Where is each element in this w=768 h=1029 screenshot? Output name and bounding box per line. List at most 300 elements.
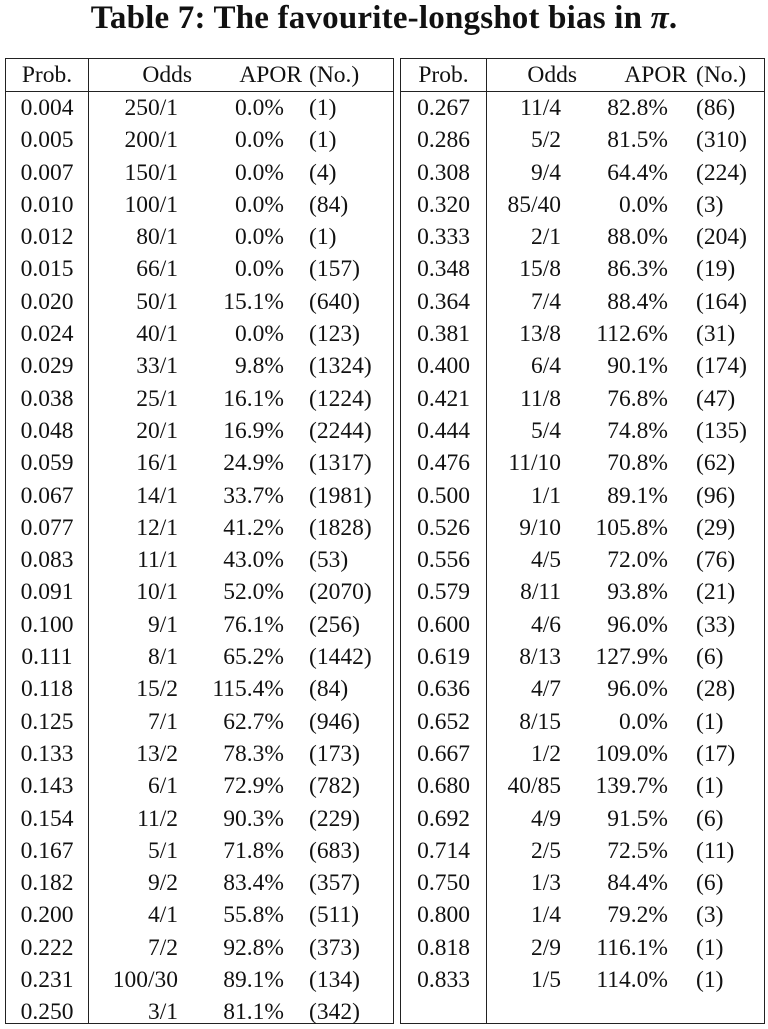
cell-prob: 0.818 bbox=[417, 934, 470, 961]
cell-no: (33) bbox=[696, 611, 736, 638]
cell-odds: 11/10 bbox=[508, 450, 561, 477]
cell-apor: 0.0% bbox=[235, 321, 284, 348]
table-row bbox=[6, 576, 393, 608]
title-end: . bbox=[668, 0, 678, 36]
cell-apor: 109.0% bbox=[595, 740, 668, 767]
cell-odds: 150/1 bbox=[124, 159, 178, 186]
cell-apor: 91.5% bbox=[607, 805, 668, 832]
cell-apor: 86.3% bbox=[607, 256, 668, 283]
cell-apor: 88.4% bbox=[607, 288, 668, 315]
cell-apor: 139.7% bbox=[595, 773, 668, 800]
cell-odds: 13/8 bbox=[519, 321, 561, 348]
cell-prob: 0.200 bbox=[20, 902, 74, 929]
cell-apor: 116.1% bbox=[596, 934, 668, 961]
cell-odds: 9/2 bbox=[147, 870, 178, 897]
cell-apor: 96.0% bbox=[607, 611, 668, 638]
cell-odds: 8/13 bbox=[519, 644, 561, 671]
cell-odds: 7/1 bbox=[147, 708, 178, 735]
cell-no: (511) bbox=[309, 902, 360, 929]
cell-no: (2070) bbox=[309, 579, 372, 606]
cell-odds: 7/2 bbox=[147, 934, 178, 961]
cell-odds: 80/1 bbox=[136, 224, 178, 251]
cell-odds: 6/1 bbox=[147, 773, 178, 800]
cell-prob: 0.222 bbox=[20, 934, 74, 961]
cell-apor: 65.2% bbox=[223, 644, 284, 671]
cell-odds: 15/2 bbox=[136, 676, 178, 703]
cell-no: (357) bbox=[309, 870, 360, 897]
cell-apor: 24.9% bbox=[223, 450, 284, 477]
cell-odds: 40/1 bbox=[136, 321, 178, 348]
cell-prob: 0.059 bbox=[20, 450, 74, 477]
cell-apor: 41.2% bbox=[223, 514, 284, 541]
table-row bbox=[401, 673, 764, 705]
table-row bbox=[6, 673, 393, 705]
cell-prob: 0.118 bbox=[20, 676, 73, 703]
cell-apor: 62.7% bbox=[223, 708, 284, 735]
cell-apor: 90.1% bbox=[607, 353, 668, 380]
table-row bbox=[401, 964, 764, 996]
cell-apor: 81.5% bbox=[607, 127, 668, 154]
cell-odds: 4/9 bbox=[530, 805, 561, 832]
cell-prob: 0.012 bbox=[20, 224, 74, 251]
table-row bbox=[401, 899, 764, 931]
header-odds: Odds bbox=[142, 62, 192, 88]
cell-apor: 72.9% bbox=[223, 773, 284, 800]
table-row bbox=[6, 124, 393, 156]
right-table bbox=[400, 58, 765, 1024]
cell-prob: 0.005 bbox=[20, 127, 74, 154]
title-symbol: π bbox=[650, 0, 669, 36]
cell-apor: 90.3% bbox=[223, 805, 284, 832]
cell-prob: 0.038 bbox=[20, 385, 74, 412]
cell-prob: 0.308 bbox=[417, 159, 470, 186]
cell-no: (683) bbox=[309, 837, 360, 864]
header-odds: Odds bbox=[527, 62, 577, 88]
page-title bbox=[0, 0, 768, 36]
cell-apor: 0.0% bbox=[235, 95, 284, 121]
cell-prob: 0.267 bbox=[417, 95, 470, 121]
cell-prob: 0.381 bbox=[417, 321, 470, 348]
table-row bbox=[6, 92, 393, 124]
cell-apor: 88.0% bbox=[607, 224, 668, 251]
cell-apor: 15.1% bbox=[223, 288, 284, 315]
cell-prob: 0.007 bbox=[20, 159, 74, 186]
header-apor: APOR bbox=[624, 62, 687, 88]
cell-no: (174) bbox=[696, 353, 747, 380]
cell-odds: 50/1 bbox=[136, 288, 178, 315]
cell-prob: 0.004 bbox=[20, 95, 74, 121]
cell-apor: 55.8% bbox=[223, 902, 284, 929]
cell-odds: 1/5 bbox=[530, 967, 561, 994]
cell-no: (373) bbox=[309, 934, 360, 961]
cell-apor: 16.9% bbox=[223, 417, 284, 444]
cell-no: (62) bbox=[696, 450, 736, 477]
cell-prob: 0.083 bbox=[20, 547, 74, 574]
cell-no: (782) bbox=[309, 773, 360, 800]
cell-odds: 4/6 bbox=[530, 611, 561, 638]
cell-no: (1) bbox=[696, 708, 724, 735]
cell-no: (4) bbox=[309, 159, 337, 186]
cell-odds: 2/9 bbox=[530, 934, 561, 961]
cell-odds: 8/15 bbox=[519, 708, 561, 735]
cell-prob: 0.010 bbox=[20, 191, 74, 218]
cell-prob: 0.154 bbox=[20, 805, 74, 832]
cell-no: (6) bbox=[696, 644, 724, 671]
table-row bbox=[401, 544, 764, 576]
cell-no: (173) bbox=[309, 740, 360, 767]
table-row bbox=[6, 480, 393, 512]
cell-odds: 11/4 bbox=[520, 95, 561, 121]
cell-apor: 93.8% bbox=[607, 579, 668, 606]
cell-apor: 83.4% bbox=[223, 870, 284, 897]
cell-odds: 14/1 bbox=[136, 482, 178, 509]
cell-odds: 20/1 bbox=[136, 417, 178, 444]
header-no: (No.) bbox=[309, 62, 360, 88]
cell-odds: 4/7 bbox=[530, 676, 561, 703]
cell-apor: 82.8% bbox=[607, 95, 668, 121]
cell-no: (96) bbox=[696, 482, 736, 509]
cell-no: (19) bbox=[696, 256, 736, 283]
cell-no: (157) bbox=[309, 256, 360, 283]
cell-apor: 33.7% bbox=[223, 482, 284, 509]
cell-no: (229) bbox=[309, 805, 360, 832]
table-row bbox=[401, 189, 764, 221]
cell-apor: 0.0% bbox=[619, 708, 668, 735]
table-row bbox=[401, 350, 764, 382]
table-row bbox=[401, 738, 764, 770]
cell-odds: 15/8 bbox=[519, 256, 561, 283]
cell-odds: 25/1 bbox=[136, 385, 178, 412]
cell-prob: 0.833 bbox=[417, 967, 470, 994]
table-row bbox=[6, 544, 393, 576]
table-row bbox=[401, 835, 764, 867]
table-row bbox=[6, 221, 393, 253]
cell-prob: 0.167 bbox=[20, 837, 74, 864]
table-header bbox=[6, 60, 393, 92]
cell-no: (1324) bbox=[309, 353, 372, 380]
cell-apor: 16.1% bbox=[223, 385, 284, 412]
cell-prob: 0.714 bbox=[417, 837, 470, 864]
cell-odds: 1/2 bbox=[530, 740, 561, 767]
table-row bbox=[6, 318, 393, 350]
table-row bbox=[6, 609, 393, 641]
cell-apor: 72.5% bbox=[607, 837, 668, 864]
cell-no: (17) bbox=[696, 740, 736, 767]
cell-no: (123) bbox=[309, 321, 360, 348]
cell-no: (3) bbox=[696, 902, 724, 929]
cell-prob: 0.143 bbox=[20, 773, 74, 800]
cell-no: (6) bbox=[696, 870, 724, 897]
cell-apor: 0.0% bbox=[235, 224, 284, 251]
table-row bbox=[6, 415, 393, 447]
table-row bbox=[401, 415, 764, 447]
table-row bbox=[401, 286, 764, 318]
cell-prob: 0.100 bbox=[20, 611, 74, 638]
cell-odds: 16/1 bbox=[136, 450, 178, 477]
title-text: Table 7: The favourite-longshot bias in bbox=[90, 0, 643, 36]
cell-apor: 78.3% bbox=[223, 740, 284, 767]
table-row bbox=[401, 124, 764, 156]
table-row bbox=[401, 706, 764, 738]
table-row bbox=[6, 738, 393, 770]
header-prob: Prob. bbox=[21, 62, 73, 88]
cell-odds: 5/1 bbox=[147, 837, 178, 864]
cell-prob: 0.619 bbox=[417, 644, 470, 671]
cell-no: (76) bbox=[696, 547, 736, 574]
cell-prob: 0.750 bbox=[417, 870, 470, 897]
table-row bbox=[6, 157, 393, 189]
cell-apor: 71.8% bbox=[223, 837, 284, 864]
cell-odds: 9/10 bbox=[519, 514, 561, 541]
cell-odds: 100/1 bbox=[124, 191, 178, 218]
cell-prob: 0.444 bbox=[417, 417, 470, 444]
cell-apor: 76.8% bbox=[607, 385, 668, 412]
table-header bbox=[401, 60, 764, 92]
cell-odds: 100/30 bbox=[112, 967, 178, 994]
cell-no: (1) bbox=[696, 967, 724, 994]
cell-no: (6) bbox=[696, 805, 724, 832]
cell-prob: 0.029 bbox=[20, 353, 74, 380]
cell-odds: 5/2 bbox=[530, 127, 561, 154]
table-row bbox=[401, 221, 764, 253]
cell-prob: 0.125 bbox=[20, 708, 74, 735]
cell-apor: 64.4% bbox=[607, 159, 668, 186]
cell-prob: 0.400 bbox=[417, 353, 470, 380]
cell-odds: 9/1 bbox=[147, 611, 178, 638]
cell-apor: 0.0% bbox=[235, 191, 284, 218]
cell-prob: 0.692 bbox=[417, 805, 470, 832]
cell-no: (28) bbox=[696, 676, 736, 703]
cell-no: (256) bbox=[309, 611, 360, 638]
cell-no: (84) bbox=[309, 676, 349, 703]
cell-prob: 0.286 bbox=[417, 127, 470, 154]
cell-apor: 112.6% bbox=[596, 321, 668, 348]
cell-odds: 4/1 bbox=[147, 902, 178, 929]
cell-apor: 0.0% bbox=[235, 159, 284, 186]
header-prob: Prob. bbox=[418, 62, 469, 88]
cell-no: (1981) bbox=[309, 482, 372, 509]
cell-prob: 0.579 bbox=[417, 579, 470, 606]
cell-odds: 11/2 bbox=[137, 805, 178, 832]
cell-prob: 0.500 bbox=[417, 482, 470, 509]
cell-prob: 0.348 bbox=[417, 256, 470, 283]
cell-no: (946) bbox=[309, 708, 360, 735]
table-row bbox=[6, 835, 393, 867]
table-row bbox=[401, 318, 764, 350]
table-row bbox=[401, 447, 764, 479]
cell-no: (310) bbox=[696, 127, 747, 154]
table-row bbox=[401, 609, 764, 641]
cell-no: (224) bbox=[696, 159, 747, 186]
table-row bbox=[6, 253, 393, 285]
table-row bbox=[401, 383, 764, 415]
cell-prob: 0.067 bbox=[20, 482, 74, 509]
cell-prob: 0.020 bbox=[20, 288, 74, 315]
cell-no: (1) bbox=[309, 127, 337, 154]
header-no: (No.) bbox=[696, 62, 747, 88]
cell-no: (31) bbox=[696, 321, 736, 348]
cell-odds: 1/3 bbox=[530, 870, 561, 897]
table-row bbox=[6, 641, 393, 673]
header-apor: APOR bbox=[239, 62, 302, 88]
cell-prob: 0.320 bbox=[417, 191, 470, 218]
table-row bbox=[6, 286, 393, 318]
table-row bbox=[6, 770, 393, 802]
cell-odds: 11/8 bbox=[520, 385, 561, 412]
cell-no: (21) bbox=[696, 579, 736, 606]
cell-no: (47) bbox=[696, 385, 736, 412]
cell-apor: 127.9% bbox=[595, 644, 668, 671]
cell-no: (1) bbox=[309, 95, 337, 121]
cell-no: (135) bbox=[696, 417, 747, 444]
table-row bbox=[401, 932, 764, 964]
cell-no: (204) bbox=[696, 224, 747, 251]
cell-prob: 0.364 bbox=[417, 288, 470, 315]
table-row bbox=[6, 350, 393, 382]
table-row bbox=[401, 512, 764, 544]
cell-no: (1224) bbox=[309, 385, 372, 412]
cell-apor: 0.0% bbox=[235, 127, 284, 154]
cell-no: (640) bbox=[309, 288, 360, 315]
cell-no: (86) bbox=[696, 95, 736, 121]
cell-no: (1) bbox=[696, 773, 724, 800]
cell-odds: 3/1 bbox=[147, 999, 178, 1026]
cell-odds: 250/1 bbox=[124, 95, 178, 121]
cell-apor: 70.8% bbox=[607, 450, 668, 477]
table-row bbox=[6, 964, 393, 996]
cell-prob: 0.680 bbox=[417, 773, 470, 800]
cell-apor: 0.0% bbox=[235, 256, 284, 283]
cell-apor: 74.8% bbox=[607, 417, 668, 444]
table-row bbox=[401, 770, 764, 802]
cell-no: (84) bbox=[309, 191, 349, 218]
cell-apor: 76.1% bbox=[223, 611, 284, 638]
cell-apor: 92.8% bbox=[223, 934, 284, 961]
cell-apor: 105.8% bbox=[595, 514, 668, 541]
cell-prob: 0.048 bbox=[20, 417, 74, 444]
cell-apor: 89.1% bbox=[223, 967, 284, 994]
cell-prob: 0.077 bbox=[20, 514, 74, 541]
cell-apor: 115.4% bbox=[212, 676, 284, 703]
cell-no: (53) bbox=[309, 547, 349, 574]
cell-odds: 13/2 bbox=[136, 740, 178, 767]
cell-no: (134) bbox=[309, 967, 360, 994]
cell-odds: 6/4 bbox=[530, 353, 561, 380]
table-row bbox=[6, 706, 393, 738]
cell-prob: 0.636 bbox=[417, 676, 470, 703]
cell-prob: 0.421 bbox=[417, 385, 470, 412]
cell-odds: 9/4 bbox=[530, 159, 561, 186]
table-row bbox=[6, 512, 393, 544]
cell-prob: 0.333 bbox=[417, 224, 470, 251]
cell-odds: 200/1 bbox=[124, 127, 178, 154]
cell-odds: 7/4 bbox=[530, 288, 561, 315]
cell-apor: 79.2% bbox=[607, 902, 668, 929]
cell-prob: 0.800 bbox=[417, 902, 470, 929]
cell-no: (1828) bbox=[309, 514, 372, 541]
table-row bbox=[401, 157, 764, 189]
cell-prob: 0.091 bbox=[20, 579, 74, 606]
cell-apor: 9.8% bbox=[235, 353, 284, 380]
cell-no: (29) bbox=[696, 514, 736, 541]
cell-no: (342) bbox=[309, 999, 360, 1026]
cell-no: (3) bbox=[696, 191, 724, 218]
table-row bbox=[6, 867, 393, 899]
table-row bbox=[6, 899, 393, 931]
table-row bbox=[6, 383, 393, 415]
cell-prob: 0.231 bbox=[20, 967, 74, 994]
table-row bbox=[6, 189, 393, 221]
cell-apor: 114.0% bbox=[596, 967, 668, 994]
table-row bbox=[6, 803, 393, 835]
cell-prob: 0.652 bbox=[417, 708, 470, 735]
cell-odds: 2/5 bbox=[530, 837, 561, 864]
table-row bbox=[401, 867, 764, 899]
cell-apor: 84.4% bbox=[607, 870, 668, 897]
table-row bbox=[401, 253, 764, 285]
cell-apor: 72.0% bbox=[607, 547, 668, 574]
cell-apor: 43.0% bbox=[223, 547, 284, 574]
table-row bbox=[401, 641, 764, 673]
left-table bbox=[5, 58, 394, 1024]
cell-apor: 96.0% bbox=[607, 676, 668, 703]
cell-odds: 11/1 bbox=[137, 547, 178, 574]
cell-odds: 4/5 bbox=[530, 547, 561, 574]
cell-prob: 0.600 bbox=[417, 611, 470, 638]
cell-apor: 52.0% bbox=[223, 579, 284, 606]
cell-odds: 2/1 bbox=[530, 224, 561, 251]
cell-prob: 0.526 bbox=[417, 514, 470, 541]
cell-odds: 85/40 bbox=[507, 191, 561, 218]
cell-odds: 8/11 bbox=[520, 579, 561, 606]
cell-prob: 0.111 bbox=[21, 644, 73, 671]
cell-odds: 8/1 bbox=[147, 644, 178, 671]
cell-prob: 0.476 bbox=[417, 450, 470, 477]
cell-no: (164) bbox=[696, 288, 747, 315]
cell-prob: 0.133 bbox=[20, 740, 74, 767]
cell-odds: 1/4 bbox=[530, 902, 561, 929]
cell-apor: 0.0% bbox=[619, 191, 668, 218]
cell-odds: 12/1 bbox=[136, 514, 178, 541]
table-row bbox=[6, 447, 393, 479]
cell-no: (1442) bbox=[309, 644, 372, 671]
cell-prob: 0.024 bbox=[20, 321, 74, 348]
cell-odds: 10/1 bbox=[136, 579, 178, 606]
cell-odds: 40/85 bbox=[507, 773, 561, 800]
cell-prob: 0.667 bbox=[417, 740, 470, 767]
cell-no: (1) bbox=[696, 934, 724, 961]
cell-no: (1) bbox=[309, 224, 337, 251]
cell-prob: 0.556 bbox=[417, 547, 470, 574]
table-row bbox=[401, 803, 764, 835]
cell-no: (1317) bbox=[309, 450, 372, 477]
cell-odds: 66/1 bbox=[136, 256, 178, 283]
cell-prob: 0.250 bbox=[20, 999, 74, 1026]
cell-prob: 0.015 bbox=[20, 256, 74, 283]
table-row bbox=[401, 480, 764, 512]
cell-no: (11) bbox=[696, 837, 735, 864]
cell-odds: 5/4 bbox=[530, 417, 561, 444]
cell-odds: 33/1 bbox=[136, 353, 178, 380]
cell-no: (2244) bbox=[309, 417, 372, 444]
table-row bbox=[401, 576, 764, 608]
table-row bbox=[401, 92, 764, 124]
cell-odds: 1/1 bbox=[530, 482, 561, 509]
cell-apor: 81.1% bbox=[223, 999, 284, 1026]
table-row bbox=[6, 932, 393, 964]
cell-apor: 89.1% bbox=[607, 482, 668, 509]
cell-prob: 0.182 bbox=[20, 870, 74, 897]
